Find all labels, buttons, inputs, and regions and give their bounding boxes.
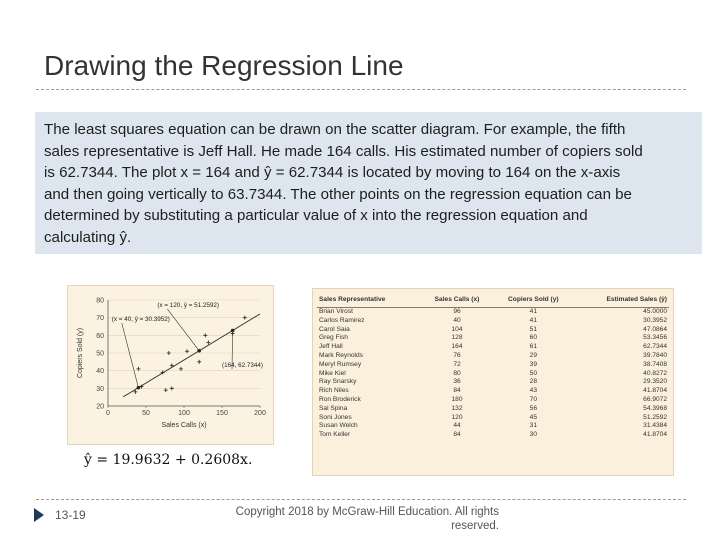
table-cell: 28 — [529, 378, 537, 386]
table-body — [317, 308, 669, 440]
y-tick-label: 30 — [96, 385, 104, 393]
table-cell: 39.7840 — [643, 351, 667, 359]
table-row — [317, 308, 669, 317]
x-tick-label: 100 — [178, 410, 190, 417]
table-row — [317, 370, 669, 379]
y-tick-label: 80 — [96, 297, 104, 305]
table-row — [317, 361, 669, 370]
table-cell: Brian Virost — [319, 308, 353, 315]
table-row — [317, 431, 669, 440]
table-cell: Carlos Ramirez — [319, 316, 365, 324]
y-tick-label: 60 — [96, 332, 104, 340]
table-row — [317, 405, 669, 414]
scatter-chart — [68, 286, 273, 444]
table-cell: 40 — [453, 316, 461, 324]
table-cell: 164 — [451, 343, 463, 351]
table-cell: 29 — [529, 351, 537, 359]
table-cell: 38.7408 — [643, 360, 667, 368]
table-row — [317, 343, 669, 352]
scatter-panel — [67, 285, 274, 445]
column-header: Sales Representative — [317, 293, 421, 308]
x-tick-label: 150 — [216, 410, 228, 417]
explanation-line: The least squares equation can be drawn on the scatter diagram. For example, the fifth — [44, 121, 626, 138]
data-table-panel — [312, 288, 674, 476]
data-point — [197, 360, 201, 364]
table-cell: 72 — [453, 360, 461, 368]
y-tick-label: 40 — [96, 368, 104, 376]
table-cell: 41 — [529, 316, 537, 324]
explanation-box — [35, 112, 702, 254]
table-cell: 31.4384 — [643, 422, 667, 430]
column-header: Sales Calls (x) — [421, 293, 493, 308]
table-row — [317, 352, 669, 361]
table-cell: 120 — [451, 413, 463, 421]
figure-area — [60, 282, 684, 476]
table-cell: Ray Snarsky — [319, 378, 357, 386]
data-point — [167, 351, 171, 355]
table-cell: 30.3952 — [643, 316, 667, 324]
table-cell: 84 — [453, 431, 461, 439]
footer-divider — [36, 499, 686, 500]
explanation-line: calculating ŷ. — [44, 228, 132, 246]
x-tick-label: 0 — [106, 410, 110, 417]
data-point — [170, 386, 174, 390]
table-cell: 60 — [529, 334, 537, 342]
data-point — [179, 367, 183, 371]
data-point — [206, 340, 210, 344]
data-point — [243, 316, 247, 320]
table-cell: 180 — [451, 395, 463, 403]
table-cell: Tom Keller — [319, 431, 351, 439]
table-row — [317, 334, 669, 343]
table-cell: 39 — [529, 360, 537, 368]
table-cell: Mike Kiel — [319, 369, 346, 377]
table-row — [317, 414, 669, 423]
table-cell: 51 — [529, 325, 537, 333]
title-divider — [36, 89, 686, 90]
x-tick-label: 200 — [254, 410, 266, 417]
y-axis-label: Copiers Sold (y) — [77, 327, 84, 379]
table-cell: 128 — [451, 334, 463, 342]
table-cell: Jeff Hall — [319, 343, 343, 351]
annotation-label: (164, 62.7344) — [222, 362, 263, 370]
annotation-leader — [167, 309, 199, 351]
regression-line — [123, 314, 260, 397]
data-point — [185, 349, 189, 353]
explanation-line: is 62.7344. The plot x = 164 and ŷ = 62.7344 is located by moving to 164 on the x-axis — [44, 164, 621, 182]
slide-title: Drawing the Regression Line — [44, 50, 404, 81]
table-cell: 29.3520 — [643, 378, 667, 386]
table-row — [317, 387, 669, 396]
table-cell: 51.2592 — [643, 413, 667, 421]
table-cell: 80 — [453, 369, 461, 377]
table-cell: 53.3456 — [643, 334, 667, 342]
table-cell: 50 — [529, 369, 537, 377]
table-cell: Greg Fish — [319, 334, 348, 342]
table-cell: Ron Broderick — [319, 395, 361, 403]
table-header-row — [317, 293, 669, 308]
table-cell: 70 — [529, 395, 537, 403]
table-cell: 41.8704 — [643, 431, 667, 439]
table-cell: 30 — [529, 431, 537, 439]
table-row — [317, 422, 669, 431]
data-point — [164, 388, 168, 392]
table-cell: Susan Welch — [319, 422, 358, 430]
table-cell: Soni Jones — [319, 413, 352, 421]
table-cell: 47.0864 — [643, 325, 667, 333]
table-cell: 40.8272 — [643, 369, 667, 377]
table-cell: 56 — [529, 404, 537, 412]
table-cell: 96 — [453, 308, 461, 315]
regression-equation: ŷ = 19.9632 + 0.2608x. — [84, 452, 253, 468]
table-cell: 76 — [453, 351, 461, 359]
annotation-label: (x = 120, ŷ = 51.2592) — [157, 302, 220, 310]
table-row — [317, 326, 669, 335]
annotation-leader — [122, 323, 139, 387]
column-header: Estimated Sales (ŷ) — [574, 293, 669, 308]
table-cell: 84 — [453, 387, 461, 395]
y-tick-label: 20 — [96, 403, 104, 411]
data-point — [203, 333, 207, 337]
x-tick-label: 50 — [142, 410, 150, 417]
table-cell: 61 — [529, 343, 537, 351]
table-cell: 132 — [451, 404, 463, 412]
table-cell: 41 — [529, 308, 537, 315]
table-row — [317, 396, 669, 405]
table-row — [317, 378, 669, 387]
table-cell: 31 — [529, 422, 537, 430]
annotation-label: (x = 40, ŷ = 30.3952) — [111, 316, 170, 324]
table-cell: 62.7344 — [643, 343, 667, 351]
table-cell: Carol Saia — [319, 325, 350, 333]
table-cell: Sal Spina — [319, 404, 348, 412]
table-cell: 44 — [453, 422, 461, 430]
footer-arrow-icon — [34, 508, 44, 522]
slide-number: 13-19 — [55, 508, 86, 522]
column-header: Copiers Sold (y) — [493, 293, 574, 308]
table-cell: Rich Niles — [319, 387, 349, 395]
table-cell: 54.3968 — [643, 404, 667, 412]
sales-table — [317, 293, 669, 440]
table-cell: 45 — [529, 413, 537, 421]
table-row — [317, 317, 669, 326]
table-cell: 104 — [451, 325, 463, 333]
copyright-notice: Copyright 2018 by McGraw-Hill Education. All rights reserved. — [235, 506, 499, 532]
table-cell: 66.9072 — [643, 395, 667, 403]
table-cell: 43 — [529, 387, 537, 395]
data-point — [136, 367, 140, 371]
y-tick-label: 70 — [96, 315, 104, 323]
explanation-line: sales representative is Jeff Hall. He made 164 calls. His estimated number of copiers sold — [44, 142, 643, 160]
table-cell: Meryl Rumsey — [319, 360, 362, 368]
explanation-line: and then going vertically to 63.7344. The other points on the regression equation can be — [44, 185, 632, 203]
explanation-line: determined by substituting a particular value of x into the regression equation and — [44, 207, 588, 225]
table-cell: Mark Reynolds — [319, 351, 363, 359]
x-axis-label: Sales Calls (x) — [161, 422, 207, 429]
table-cell: 45.0000 — [643, 308, 667, 315]
y-tick-label: 50 — [96, 350, 104, 358]
table-cell: 41.8704 — [643, 387, 667, 395]
table-cell: 36 — [453, 378, 461, 386]
